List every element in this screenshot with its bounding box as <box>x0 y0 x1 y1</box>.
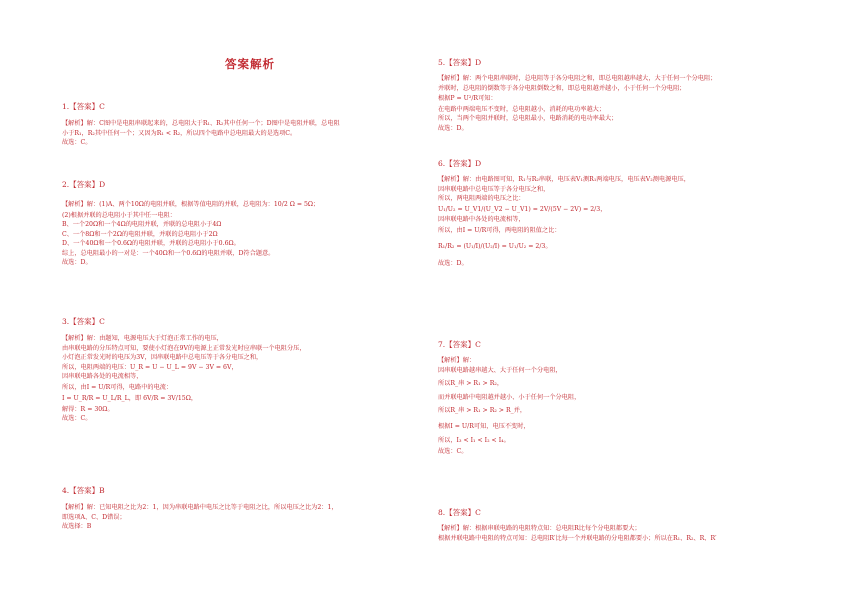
answer-heading: 4.【答案】B <box>62 486 105 495</box>
analysis-line: 【解析】解：两个电阻串联时，总电阻等于各分电阻之和，即总电阻越串越大，大于任何一个分电阻； <box>438 75 717 82</box>
analysis-line: 根据P = U²/R可知： <box>438 95 497 102</box>
analysis-line: 所以，电阻两端的电压：U_R = U − U_L = 9V − 3V = 6V， <box>62 363 238 371</box>
analysis-line: B、一个20Ω和一个4Ω的电阻并联，并联的总电阻小于4Ω <box>62 221 222 228</box>
analysis-line: 小于R₁，R₂其中任何一个；又因为R₁ < R₂，所以四个电路中总电阻最大的是选项C。 <box>62 129 297 137</box>
analysis-line: 【解析】解：根据串联电路的电阻特点知：总电阻R比每个分电阻都要大； <box>438 525 641 532</box>
analysis-line: 解得：R = 30Ω。 <box>62 405 114 413</box>
analysis-line: 故选：D。 <box>438 259 468 267</box>
analysis-line: 在电路中两端电压不变时，总电阻越小，消耗的电功率越大； <box>438 105 606 113</box>
analysis-line: 所以，由I = U/R可得，两电阻的阻值之比： <box>438 226 561 234</box>
analysis-line: 所以，当两个电阻并联时，总电阻最小，电路消耗的电功率最大； <box>438 115 618 122</box>
analysis-line: 所以R_串 > R₁ > R₂ > R_并， <box>438 407 527 414</box>
analysis-line: D、一个40Ω和一个0.6Ω的电阻并联，并联的总电阻小于0.6Ω。 <box>62 240 240 247</box>
analysis-line: 由串联电路的分压特点可知，要使小灯泡在9V的电源上正常发光时应串联一个电阻分压， <box>62 344 306 352</box>
answer-heading: 3.【答案】C <box>62 317 105 326</box>
analysis-line: 即选项A、C、D错误； <box>62 513 126 521</box>
question-1 <box>62 102 422 148</box>
analysis-line: 而并联电路中电阻越并越小、小于任何一个分电阻， <box>438 393 581 401</box>
analysis-line: 因串联电路越串越大、大于任何一个分电阻， <box>438 366 562 374</box>
question-4 <box>62 486 422 532</box>
analysis-line: 根据I = U/R可知，电压不变时， <box>438 422 530 430</box>
answer-heading: 1.【答案】C <box>62 102 105 111</box>
question-5 <box>438 58 833 133</box>
analysis-line: 【解析】解：由电路图可知，R₁与R₂串联，电压表V₁测R₁两端电压，电压表V₂测电源电压， <box>438 176 690 183</box>
analysis-line: 根据并联电路中电阻的特点可知：总电阻R′比每一个并联电路的分电阻都要小；所以在R₁、R₂、R、R′ <box>438 534 717 542</box>
analysis-line: 所以R_串 > R₁ > R₂， <box>438 380 504 387</box>
answer-heading: 7.【答案】C <box>438 340 481 349</box>
analysis-line: 故选：D。 <box>62 259 92 266</box>
question-2 <box>62 180 422 268</box>
analysis-line: 故选：D。 <box>438 124 468 132</box>
analysis-line: 【解析】解：C图中是电阻串联起来的，总电阻大于R₁、R₂其中任何一个；D图中是电阻并联，总电阻 <box>62 120 340 127</box>
question-6 <box>438 159 833 268</box>
analysis-line: 故选：C。 <box>62 139 92 146</box>
answer-heading: 5.【答案】D <box>438 58 482 67</box>
analysis-line: 所以，两电阻两端的电压之比： <box>438 195 525 202</box>
analysis-line: I = U_R/R = U_L/R_L，即 6V/R = 3V/15Ω， <box>62 395 198 402</box>
page-title: 答案解析 <box>225 57 275 71</box>
answer-heading: 6.【答案】D <box>438 159 482 168</box>
analysis-line: 因串联电路各处的电流相等， <box>62 373 143 380</box>
analysis-line: 【解析】解：由题知，电源电压大于灯泡正常工作的电压， <box>62 335 223 342</box>
question-7 <box>438 340 833 456</box>
question-3 <box>62 317 422 424</box>
analysis-line: 综上，总电阻最小的一对是：一个40Ω和一个0.6Ω的电阻并联，D符合题意。 <box>62 249 275 257</box>
question-8 <box>438 508 833 543</box>
analysis-line: 故选：C。 <box>62 415 92 422</box>
analysis-line: 并联时，总电阻的倒数等于各分电阻倒数之和，即总电阻越并越小，小于任何一个分电阻； <box>438 84 686 92</box>
analysis-line: 所以，I₃ < I₁ < I₂ < I₄。 <box>438 437 510 444</box>
analysis-line: 因串联电路中各处的电流相等， <box>438 216 525 223</box>
analysis-line: 故选择：B <box>62 523 92 530</box>
analysis-line: R₁/R₂ = (U₁/I)/(U₂/I) = U₁/U₂ = 2/3。 <box>438 243 552 250</box>
answer-heading: 8.【答案】C <box>438 508 481 517</box>
analysis-line: 【解析】解：已知电阻之比为2：1，因为串联电路中电压之比等于电阻之比，所以电压之比为2：1， <box>62 504 338 511</box>
analysis-line: 【解析】解： <box>438 357 476 364</box>
answer-heading: 2.【答案】D <box>62 180 106 189</box>
analysis-line: 因串联电路中总电压等于各分电压之和， <box>438 185 550 193</box>
analysis-line: (2)根据并联的总电阻小于其中任一电阻： <box>62 211 176 219</box>
analysis-line: 小灯泡正常发光时的电压为3V，因串联电路中总电压等于各分电压之和， <box>62 354 263 361</box>
analysis-line: 【解析】解：(1)A、两个10Ω的电阻并联，根据等值电阻的并联，总电阻为：10/2 Ω = 5Ω； <box>62 201 320 208</box>
analysis-line: 所以，由I = U/R可得，电路中的电流： <box>62 383 173 391</box>
analysis-line: C、一个8Ω和一个2Ω的电阻并联，并联的总电阻小于2Ω <box>62 230 218 238</box>
analysis-line: U₁/U₂ = U_V1/(U_V2 − U_V1) = 2V/(5V − 2V) = 2/3， <box>438 205 607 213</box>
analysis-line: 故选：C。 <box>438 447 468 455</box>
